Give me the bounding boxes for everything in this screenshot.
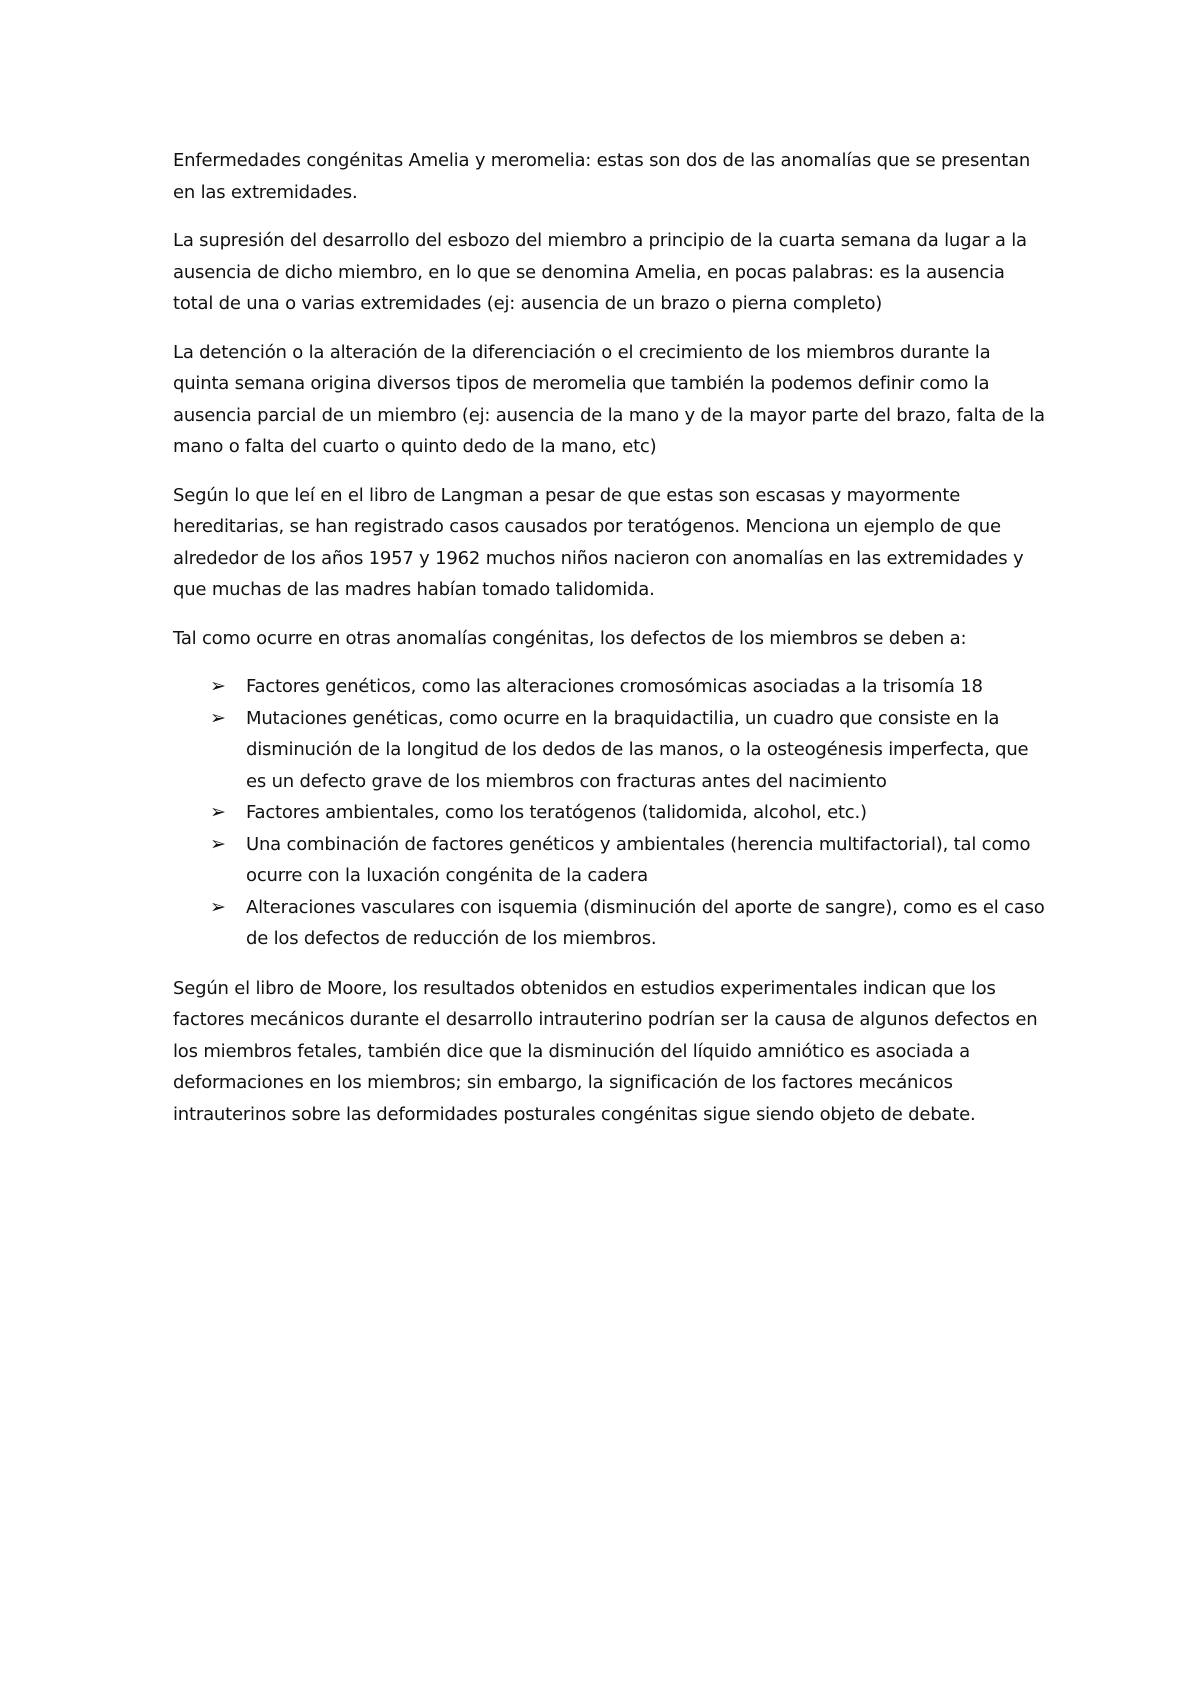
- list-item-text: Factores genéticos, como las alteraciones cromosómicas asociadas a la trisomía 18: [246, 676, 983, 697]
- list-item: [173, 703, 1045, 798]
- list-item: [173, 671, 1045, 703]
- paragraph-meromelia: La detención o la alteración de la diferenciación o el crecimiento de los miembros durante la quinta semana origina diversos tipos de meromelia que también la podemos definir como la ausencia parcial de un miembro (ej: ausencia de la mano y de la mayor parte del brazo, falta de la mano o falta del cuarto o quinto dedo de la mano, etc): [173, 341, 1045, 457]
- list-item: [173, 829, 1045, 892]
- arrowhead-bullet-icon: ➢: [210, 801, 226, 823]
- list-item-text: Alteraciones vasculares con isquemia (disminución del aporte de sangre), como es el caso de los defectos de reducción de los miembros.: [246, 896, 1045, 949]
- arrowhead-bullet-icon: ➢: [210, 675, 226, 697]
- list-item: [173, 797, 1045, 829]
- arrowhead-bullet-icon: ➢: [210, 895, 226, 918]
- arrowhead-bullet-icon: ➢: [210, 832, 226, 855]
- document-body: [173, 145, 1045, 1147]
- arrowhead-bullet-icon: ➢: [210, 706, 226, 729]
- list-item-text: Una combinación de factores genéticos y ambientales (herencia multifactorial), tal como ocurre con la luxación congénita de la cadera: [246, 833, 1031, 886]
- paragraph-moore: Según el libro de Moore, los resultados obtenidos en estudios experimentales indican que los factores mecánicos durante el desarrollo intrauterino podrían ser la causa de algunos defectos en los miembros fetales, también dice que la disminución del líquido amniótico es asociada a deformaciones en los miembros; sin embargo, la significación de los factores mecánicos intrauterinos sobre las deformidades posturales congénitas sigue siendo objeto de debate.: [173, 977, 1038, 1125]
- list-item: [173, 892, 1045, 955]
- paragraph-intro: Enfermedades congénitas Amelia y meromelia: estas son dos de las anomalías que se presentan en las extremidades.: [173, 150, 1031, 203]
- paragraph-langman: Según lo que leí en el libro de Langman a pesar de que estas son escasas y mayormente hereditarias, se han registrado casos causados por teratógenos. Menciona un ejemplo de que alrededor de los años 1957 y 1962 muchos niños nacieron con anomalías en las extremidades y que muchas de las madres habían tomado talidomida.: [173, 484, 1024, 600]
- list-item-text: Mutaciones genéticas, como ocurre en la braquidactilia, un cuadro que consiste en la disminución de la longitud de los dedos de las manos, o la osteogénesis imperfecta, que es un defecto grave de los miembros con fracturas antes del nacimiento: [246, 707, 1029, 792]
- list-item-text: Factores ambientales, como los teratógenos (talidomida, alcohol, etc.): [246, 802, 867, 823]
- paragraph-amelia: La supresión del desarrollo del esbozo del miembro a principio de la cuarta semana da lugar a la ausencia de dicho miembro, en lo que se denomina Amelia, en pocas palabras: es la ausencia total de una o varias extremidades (ej: ausencia de un brazo o pierna completo): [173, 230, 1027, 314]
- causes-list: [173, 671, 1045, 955]
- paragraph-causes-intro: Tal como ocurre en otras anomalías congénitas, los defectos de los miembros se deben a:: [173, 627, 967, 649]
